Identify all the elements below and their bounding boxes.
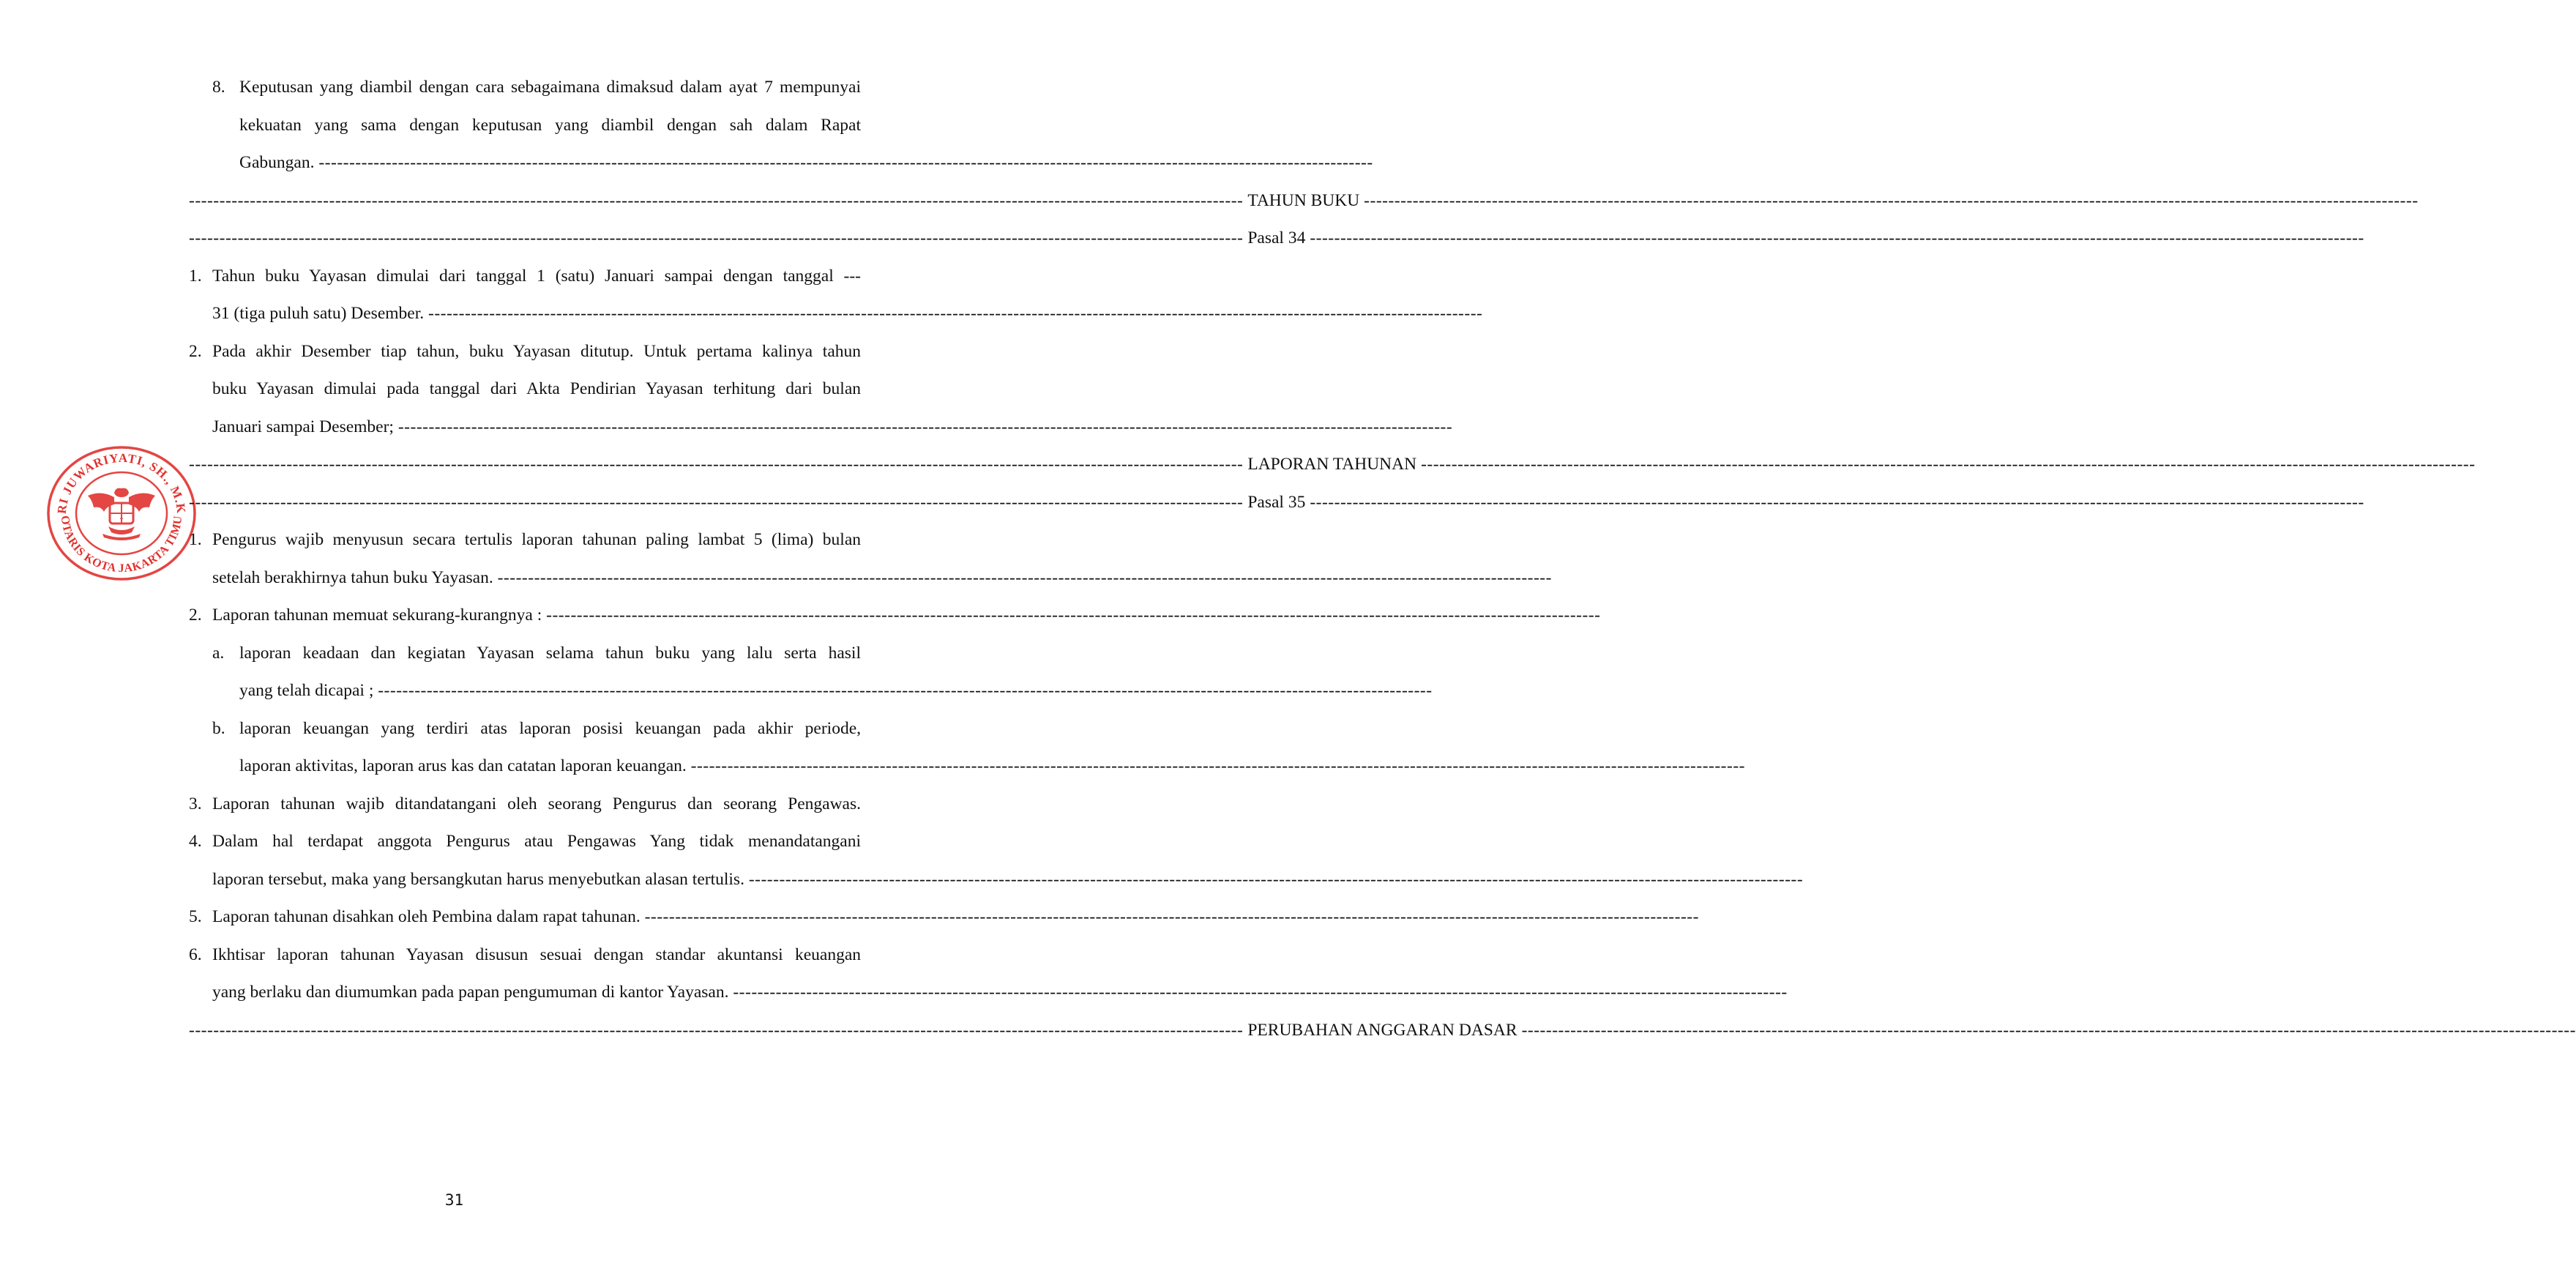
article-heading — [189, 491, 2364, 513]
heading-text: Pasal 34 — [1247, 228, 1306, 247]
dash-fill: ----------------------------------------------------------------------------------------------------------------------------------------------------------------------------- — [189, 493, 1244, 512]
dash-fill: ----------------------------------------------------------------------------------------------------------------------------------------------------------------------------- — [378, 681, 1433, 700]
item-text-line: Pada akhir Desember tiap tahun, buku Yayasan ditutup. Untuk pertama kalinya tahun — [212, 342, 861, 361]
subitem-letter: b. — [212, 719, 225, 738]
subitem-text: laporan aktivitas, laporan arus kas dan catatan laporan keuangan. — [239, 756, 691, 775]
item-number: 1. — [189, 267, 202, 286]
dash-fill: ----------------------------------------------------------------------------------------------------------------------------------------------------------------------------- — [1421, 455, 2476, 474]
dash-fill: ----------------------------------------------------------------------------------------------------------------------------------------------------------------------------- — [497, 568, 1552, 587]
subitem-text-line — [239, 679, 1433, 701]
item-number: 2. — [189, 342, 202, 361]
subitem-text-line: laporan keadaan dan kegiatan Yayasan selama tahun buku yang lalu serta hasil — [239, 644, 861, 663]
dash-fill: ----------------------------------------------------------------------------------------------------------------------------------------------------------------------------- — [397, 417, 1453, 436]
dash-fill: ----------------------------------------------------------------------------------------------------------------------------------------------------------------------------- — [1521, 1021, 2576, 1040]
page-number: 31 — [444, 1191, 464, 1209]
item-text: Gabungan. — [239, 153, 319, 172]
heading-text: Pasal 35 — [1247, 493, 1306, 512]
dash-fill: ----------------------------------------------------------------------------------------------------------------------------------------------------------------------------- — [189, 1021, 1244, 1040]
item-number: 1. — [189, 530, 202, 549]
item-text: laporan tersebut, maka yang bersangkutan harus menyebutkan alasan tertulis. — [212, 870, 749, 889]
section-heading — [189, 190, 2419, 212]
dash-fill: ----------------------------------------------------------------------------------------------------------------------------------------------------------------------------- — [546, 606, 1601, 625]
dash-fill: ----------------------------------------------------------------------------------------------------------------------------------------------------------------------------- — [1364, 191, 2419, 210]
item-text-line — [212, 981, 1788, 1003]
dash-fill: ----------------------------------------------------------------------------------------------------------------------------------------------------------------------------- — [189, 191, 1244, 210]
article-heading — [189, 227, 2364, 249]
heading-text: LAPORAN TAHUNAN — [1247, 455, 1417, 474]
subitem-text: yang telah dicapai ; — [239, 681, 378, 700]
subitem-text-line: laporan keuangan yang terdiri atas laporan posisi keuangan pada akhir periode, — [239, 719, 861, 738]
dash-fill: ----------------------------------------------------------------------------------------------------------------------------------------------------------------------------- — [748, 870, 1804, 889]
item-number: 5. — [189, 907, 202, 926]
section-heading — [189, 1019, 2576, 1041]
item-text-line: Dalam hal terdapat anggota Pengurus atau Pengawas Yang tidak menandatangani — [212, 832, 861, 851]
item-text-line — [212, 416, 1453, 438]
item-number: 4. — [189, 832, 202, 851]
item-text-line: Laporan tahunan wajib ditandatangani oleh seorang Pengurus dan seorang Pengawas. — [212, 794, 861, 813]
heading-text: PERUBAHAN ANGGARAN DASAR — [1247, 1021, 1517, 1040]
item-text-line — [212, 302, 1483, 324]
seal-text-bottom: OTARIS KOTA JAKARTA TIMU — [58, 515, 185, 576]
item-text-line: Keputusan yang diambil dengan cara sebagaimana dimaksud dalam ayat 7 mempunyai — [239, 78, 861, 97]
item-number: 3. — [189, 794, 202, 813]
item-text-line: Ikhtisar laporan tahunan Yayasan disusun sesuai dengan standar akuntansi keuangan — [212, 945, 861, 964]
item-text-line: Pengurus wajib menyusun secara tertulis laporan tahunan paling lambat 5 (lima) bulan — [212, 530, 861, 549]
item-text-line — [212, 604, 1601, 626]
item-text-line: buku Yayasan dimulai pada tanggal dari Akta Pendirian Yayasan terhitung dari bulan — [212, 379, 861, 398]
item-text-line — [212, 906, 1699, 928]
dash-fill: ----------------------------------------------------------------------------------------------------------------------------------------------------------------------------- — [1310, 228, 2364, 247]
item-text-line: kekuatan yang sama dengan keputusan yang diambil dengan sah dalam Rapat — [239, 116, 861, 135]
dash-fill: ----------------------------------------------------------------------------------------------------------------------------------------------------------------------------- — [189, 455, 1244, 474]
item-number: 8. — [212, 78, 225, 97]
item-text-line: Tahun buku Yayasan dimulai dari tanggal 1 (satu) Januari sampai dengan tanggal --- — [212, 267, 861, 286]
section-heading — [189, 453, 2476, 475]
item-text-line — [239, 152, 1373, 174]
dash-fill: ----------------------------------------------------------------------------------------------------------------------------------------------------------------------------- — [644, 907, 1699, 926]
item-text: 31 (tiga puluh satu) Desember. — [212, 304, 428, 323]
dash-fill: ----------------------------------------------------------------------------------------------------------------------------------------------------------------------------- — [428, 304, 1483, 323]
dash-fill: ----------------------------------------------------------------------------------------------------------------------------------------------------------------------------- — [189, 228, 1244, 247]
dash-fill: ----------------------------------------------------------------------------------------------------------------------------------------------------------------------------- — [318, 153, 1373, 172]
item-number: 6. — [189, 945, 202, 964]
garuda-emblem-icon — [88, 488, 155, 540]
item-text: Laporan tahunan memuat sekurang-kurangnya : — [212, 606, 547, 625]
dash-fill: ----------------------------------------------------------------------------------------------------------------------------------------------------------------------------- — [690, 756, 1745, 775]
subitem-text-line — [239, 755, 1745, 777]
heading-text: TAHUN BUKU — [1247, 191, 1360, 210]
item-number: 2. — [189, 606, 202, 625]
seal-icon — [44, 443, 199, 582]
item-text: Laporan tahunan disahkan oleh Pembina dalam rapat tahunan. — [212, 907, 645, 926]
notary-seal — [44, 443, 199, 582]
item-text: setelah berakhirnya tahun buku Yayasan. — [212, 568, 498, 587]
item-text: Januari sampai Desember; — [212, 417, 398, 436]
seal-text-top: RI JUWARIYATI, SH., M.K — [54, 450, 189, 515]
item-text: yang berlaku dan diumumkan pada papan pengumuman di kantor Yayasan. — [212, 983, 733, 1002]
subitem-letter: a. — [212, 644, 225, 663]
dash-fill: ----------------------------------------------------------------------------------------------------------------------------------------------------------------------------- — [1310, 493, 2364, 512]
item-text-line — [212, 567, 1552, 589]
dash-fill: ----------------------------------------------------------------------------------------------------------------------------------------------------------------------------- — [733, 983, 1788, 1002]
item-text-line — [212, 868, 1804, 890]
